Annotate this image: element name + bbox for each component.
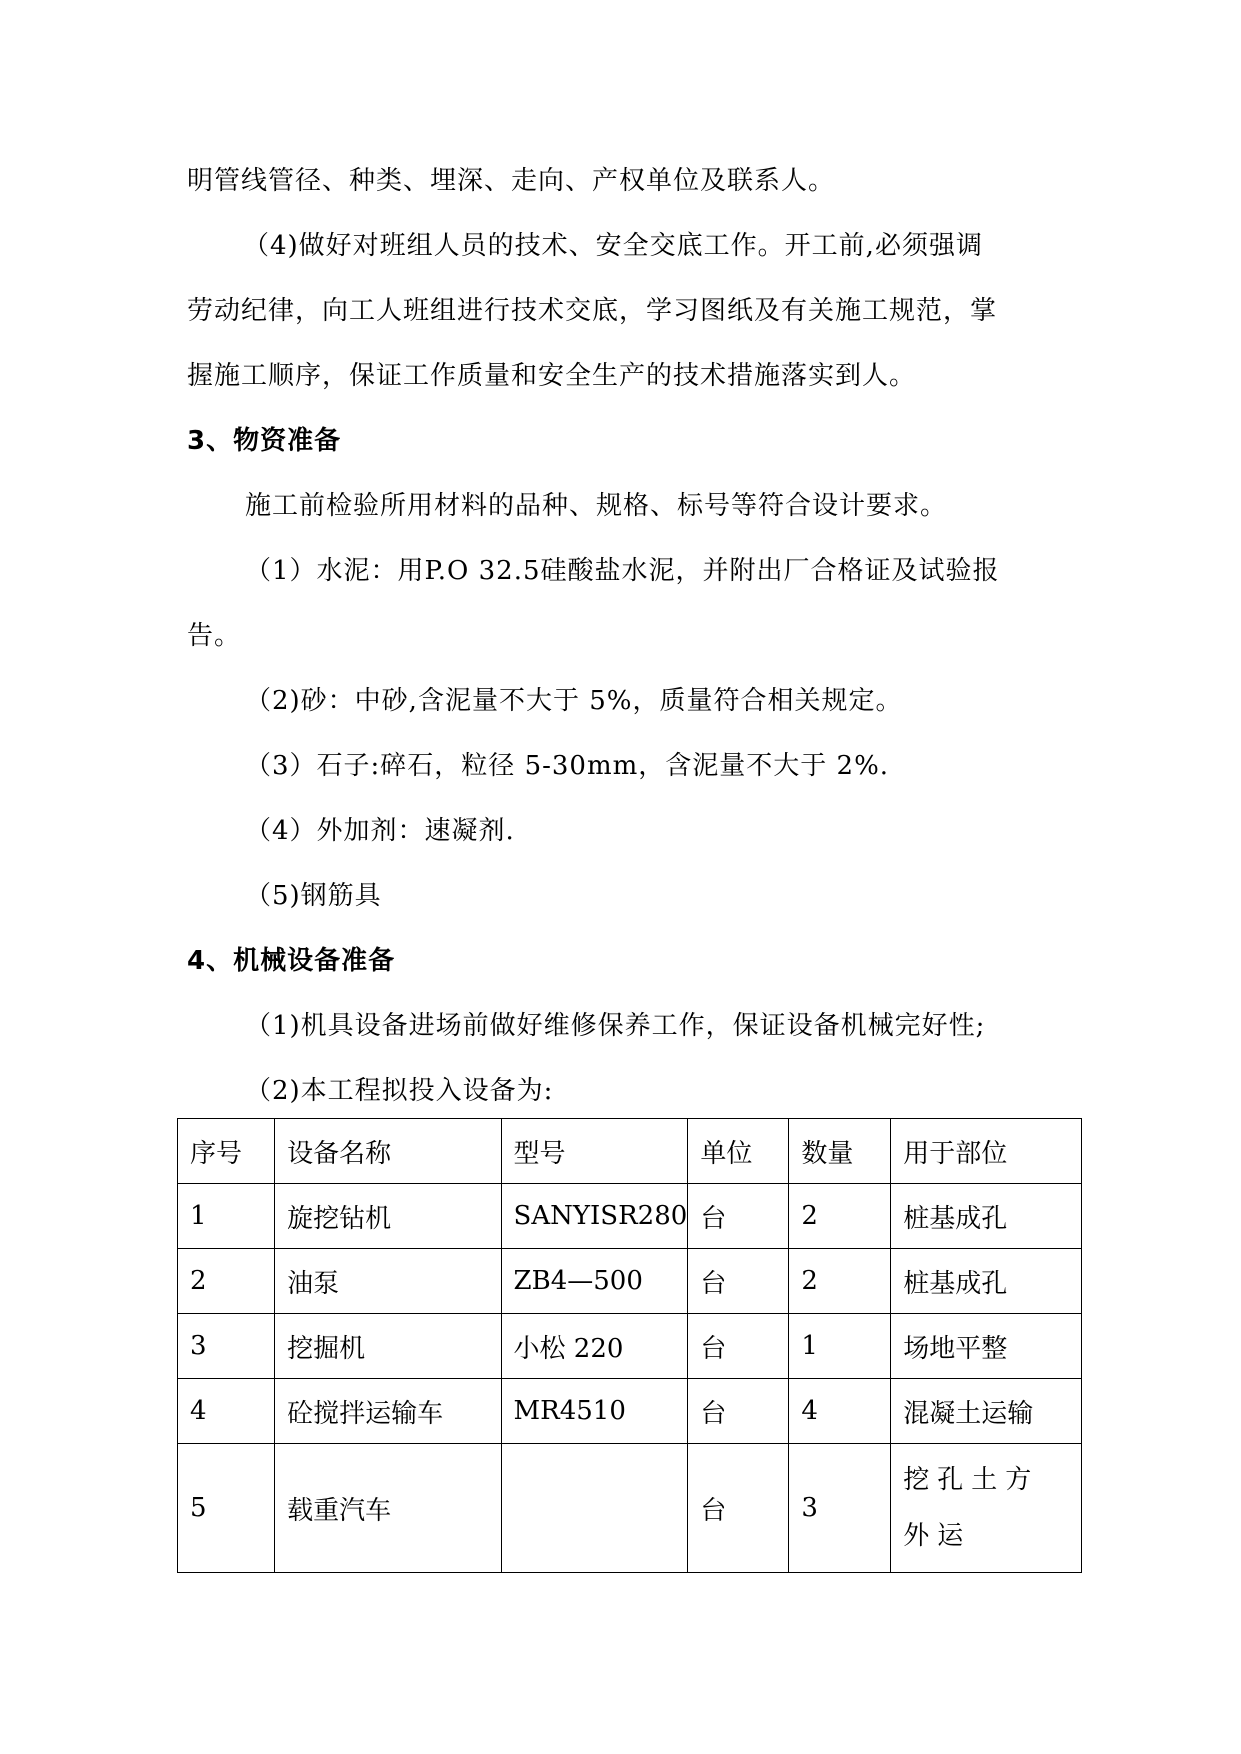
table-cell: 台 xyxy=(688,1379,789,1444)
paragraph-line: （4）外加剂：速凝剂. xyxy=(245,816,515,846)
table-header-cell: 用于部位 xyxy=(891,1119,1082,1184)
table-cell: 2 xyxy=(789,1249,891,1314)
table-cell: 载重汽车 xyxy=(275,1444,501,1573)
paragraph-line: （3）石子:碎石，粒径 5-30mm，含泥量不大于 2%. xyxy=(245,751,890,781)
table-cell: 3 xyxy=(789,1444,891,1573)
section-heading: 4、机械设备准备 xyxy=(187,946,396,976)
table-cell: MR4510 xyxy=(501,1379,688,1444)
table-header-cell: 数量 xyxy=(789,1119,891,1184)
table-cell xyxy=(501,1444,688,1573)
paragraph-line: 告。 xyxy=(187,621,242,651)
table-cell: 4 xyxy=(178,1379,275,1444)
paragraph-line: 握施工顺序，保证工作质量和安全生产的技术措施落实到人。 xyxy=(187,361,917,391)
table-cell: 3 xyxy=(178,1314,275,1379)
equipment-table xyxy=(177,1118,1082,1573)
table-cell: SANYISR280 xyxy=(501,1184,688,1249)
paragraph-line: （1)机具设备进场前做好维修保养工作，保证设备机械完好性; xyxy=(245,1011,986,1041)
table-cell: 桩基成孔 xyxy=(891,1249,1082,1314)
table-cell: 场地平整 xyxy=(891,1314,1082,1379)
paragraph-line: 劳动纪律，向工人班组进行技术交底，学习图纸及有关施工规范，掌 xyxy=(187,296,998,326)
table-cell: 台 xyxy=(688,1249,789,1314)
table-cell: 台 xyxy=(688,1184,789,1249)
table-row xyxy=(178,1249,1082,1314)
paragraph-line: （5)钢筋具 xyxy=(245,881,382,911)
table-cell: 小松 220 xyxy=(501,1314,688,1379)
paragraph-line: （4)做好对班组人员的技术、安全交底工作。开工前,必须强调 xyxy=(243,231,983,261)
table-cell: 桩基成孔 xyxy=(891,1184,1082,1249)
table-header-cell: 单位 xyxy=(688,1119,789,1184)
table-header-cell: 序号 xyxy=(178,1119,275,1184)
paragraph-line: 施工前检验所用材料的品种、规格、标号等符合设计要求。 xyxy=(245,491,948,521)
paragraph-line: （2)砂：中砂,含泥量不大于 5%，质量符合相关规定。 xyxy=(245,686,903,716)
table-row xyxy=(178,1379,1082,1444)
table-cell: 5 xyxy=(178,1444,275,1573)
table-cell: 台 xyxy=(688,1444,789,1573)
table-cell: 台 xyxy=(688,1314,789,1379)
table-header-cell: 型号 xyxy=(501,1119,688,1184)
table-cell: 2 xyxy=(178,1249,275,1314)
table-cell: 1 xyxy=(789,1314,891,1379)
table-cell: ZB4—500 xyxy=(501,1249,688,1314)
table-cell: 砼搅拌运输车 xyxy=(275,1379,501,1444)
paragraph-line: 明管线管径、种类、埋深、走向、产权单位及联系人。 xyxy=(187,166,836,196)
table-header-cell: 设备名称 xyxy=(275,1119,501,1184)
table-cell: 2 xyxy=(789,1184,891,1249)
table-cell: 1 xyxy=(178,1184,275,1249)
table-row xyxy=(178,1184,1082,1249)
table-cell: 旋挖钻机 xyxy=(275,1184,501,1249)
table-cell: 挖掘机 xyxy=(275,1314,501,1379)
table-cell: 4 xyxy=(789,1379,891,1444)
table-header-row xyxy=(178,1119,1082,1184)
table-row xyxy=(178,1314,1082,1379)
paragraph-line: （1）水泥：用P.O 32.5硅酸盐水泥，并附出厂合格证及试验报 xyxy=(245,556,1000,586)
table-row xyxy=(178,1444,1082,1573)
table-cell: 挖孔土方外运 xyxy=(891,1444,1082,1573)
table-cell: 油泵 xyxy=(275,1249,501,1314)
table-cell: 混凝土运输 xyxy=(891,1379,1082,1444)
paragraph-line: （2)本工程拟投入设备为: xyxy=(245,1076,554,1106)
section-heading: 3、物资准备 xyxy=(187,426,342,456)
